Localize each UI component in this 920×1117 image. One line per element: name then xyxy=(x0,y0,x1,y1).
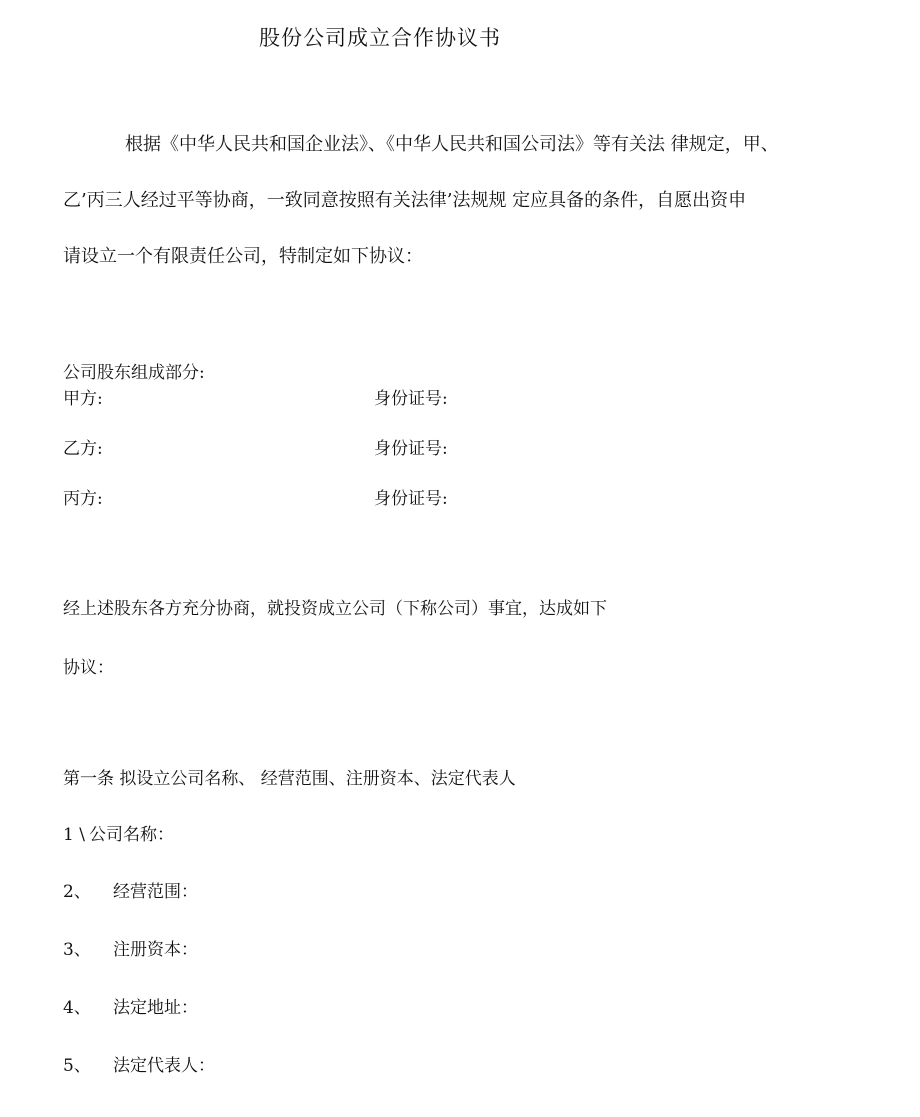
document-title: 股份公司成立合作协议书 xyxy=(259,26,501,50)
item-number: 5、 xyxy=(63,1056,91,1076)
item-label: 注册资本： xyxy=(113,940,198,960)
item-number: 3、 xyxy=(63,940,91,960)
agreement-line-2: 协议： xyxy=(63,658,114,678)
article-1-item-legal-representative xyxy=(63,1051,215,1076)
party-b-label: 乙方: xyxy=(63,439,103,459)
party-c-label: 丙方: xyxy=(63,489,103,509)
article-1-item-business-scope xyxy=(63,877,198,902)
item-number: 4、 xyxy=(63,998,91,1018)
party-a-label: 甲方: xyxy=(63,389,103,409)
party-a-id-label: 身份证号: xyxy=(374,389,448,409)
item-label: 公司名称： xyxy=(88,825,174,845)
article-1-item-registered-capital xyxy=(63,935,198,960)
article-1-heading: 第一条 拟设立公司名称、 经营范围、注册资本、法定代表人 xyxy=(63,769,516,789)
intro-line-2: 乙’丙三人经过平等协商，一致同意按照有关法律’法规规 定应具备的条件，自愿出资申 xyxy=(63,190,747,211)
article-1-item-legal-address xyxy=(63,993,198,1018)
item-number: 2、 xyxy=(63,882,91,902)
item-label: 法定地址： xyxy=(113,998,198,1018)
party-c-id-label: 身份证号: xyxy=(374,489,448,509)
shareholders-heading: 公司股东组成部分: xyxy=(63,363,205,383)
item-number: 1 \ xyxy=(63,825,85,845)
item-label: 法定代表人： xyxy=(113,1056,215,1076)
agreement-line-1: 经上述股东各方充分协商，就投资成立公司（下称公司）事宜，达成如下 xyxy=(63,599,607,619)
article-1-item-company-name xyxy=(63,820,174,845)
party-b-id-label: 身份证号: xyxy=(374,439,448,459)
item-label: 经营范围： xyxy=(113,882,198,902)
intro-line-3: 请设立一个有限责任公司，特制定如下协议： xyxy=(63,246,423,267)
intro-line-1: 根据《中华人民共和国企业法》、《中华人民共和国公司法》等有关法 律规定，甲、 xyxy=(125,134,779,155)
